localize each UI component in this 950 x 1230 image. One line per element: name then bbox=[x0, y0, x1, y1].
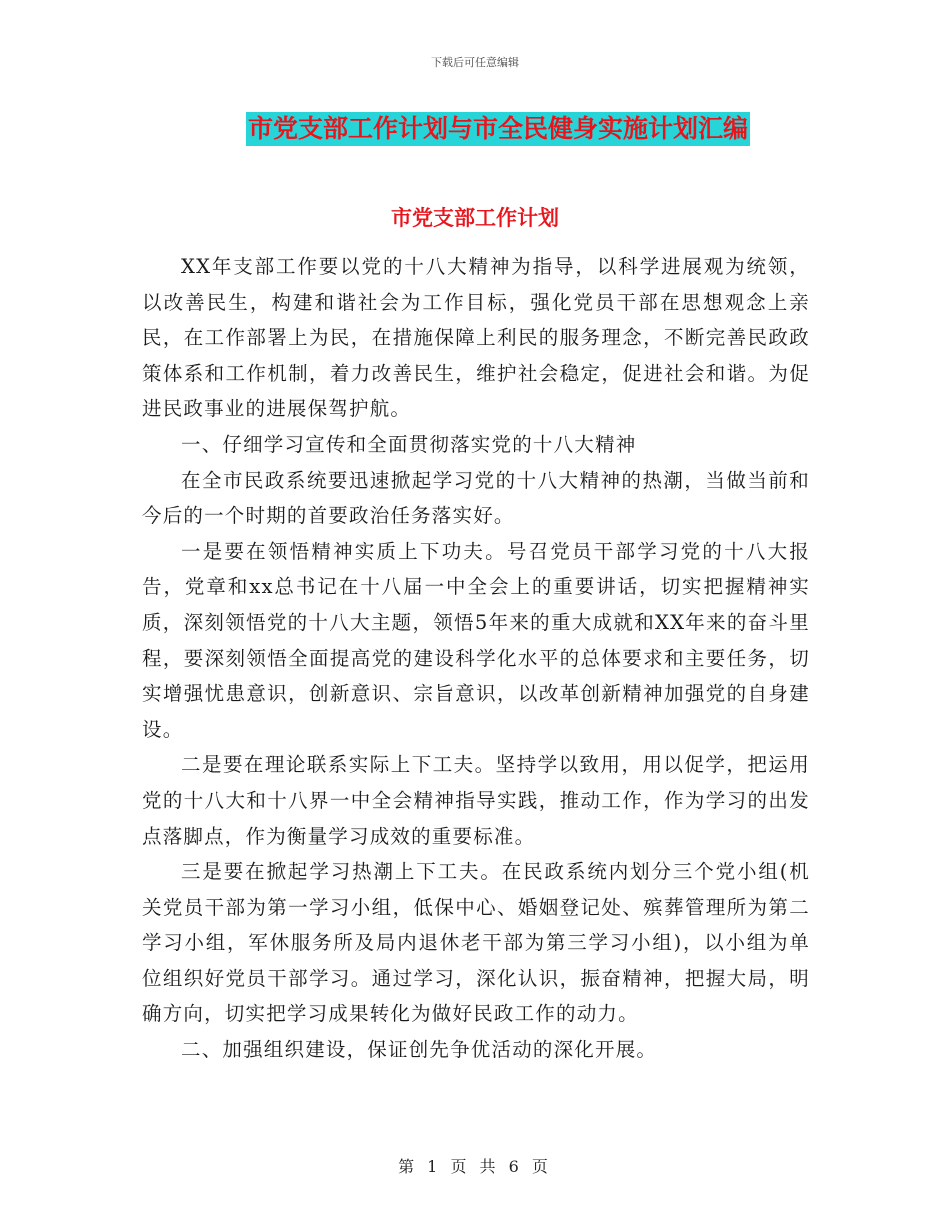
main-title: 市党支部工作计划与市全民健身实施计划汇编 bbox=[246, 112, 750, 146]
page-footer: 第 1 页 共 6 页 bbox=[398, 1157, 552, 1176]
main-title-wrap bbox=[0, 112, 950, 146]
paragraph: 一、仔细学习宣传和全面贯彻落实党的十八大精神 bbox=[181, 432, 637, 456]
body-text bbox=[142, 249, 810, 1068]
paragraph: 二、加强组织建设，保证创先争优活动的深化开展。 bbox=[181, 1038, 658, 1062]
paragraph: 二是要在理论联系实际上下工夫。坚持学以致用，用以促学，把运用党的十八大和十八界一中全会精神指导实践，推动工作，作为学习的出发点落脚点，作为衡量学习成效的重要标准。 bbox=[142, 753, 810, 848]
paragraph: 三是要在掀起学习热潮上下工夫。在民政系统内划分三个党小组(机关党员干部为第一学习小组，低保中心、婚姻登记处、殡葬管理所为第二学习小组，军休服务所及局内退休老干部为第三学习小组)，以小组为单位组织好党员干部学习。通过学习，深化认识，振奋精神，把握大局，明确方向，切实把学习成果转化为做好民政工作的动力。 bbox=[142, 860, 810, 1026]
section-title: 市党支部工作计划 bbox=[391, 206, 559, 230]
header-note: 下载后可任意编辑 bbox=[431, 56, 519, 69]
paragraph: XX年支部工作要以党的十八大精神为指导，以科学进展观为统领，以改善民生，构建和谐社会为工作目标，强化党员干部在思想观念上亲民，在工作部署上为民，在措施保障上利民的服务理念，不断完善民政政策体系和工作机制，着力改善民生，维护社会稳定，促进社会和谐。为促进民政事业的进展保驾护航。 bbox=[142, 255, 810, 421]
paragraph: 一是要在领悟精神实质上下功夫。号召党员干部学习党的十八大报告，党章和xx总书记在十八届一中全会上的重要讲话，切实把握精神实质，深刻领悟党的十八大主题，领悟5年来的重大成就和XX年来的奋斗里程，要深刻领悟全面提高党的建设科学化水平的总体要求和主要任务，切实增强忧患意识，创新意识、宗旨意识，以改革创新精神加强党的自身建设。 bbox=[142, 539, 810, 741]
paragraph: 在全市民政系统要迅速掀起学习党的十八大精神的热潮，当做当前和今后的一个时期的首要政治任务落实好。 bbox=[142, 468, 810, 528]
